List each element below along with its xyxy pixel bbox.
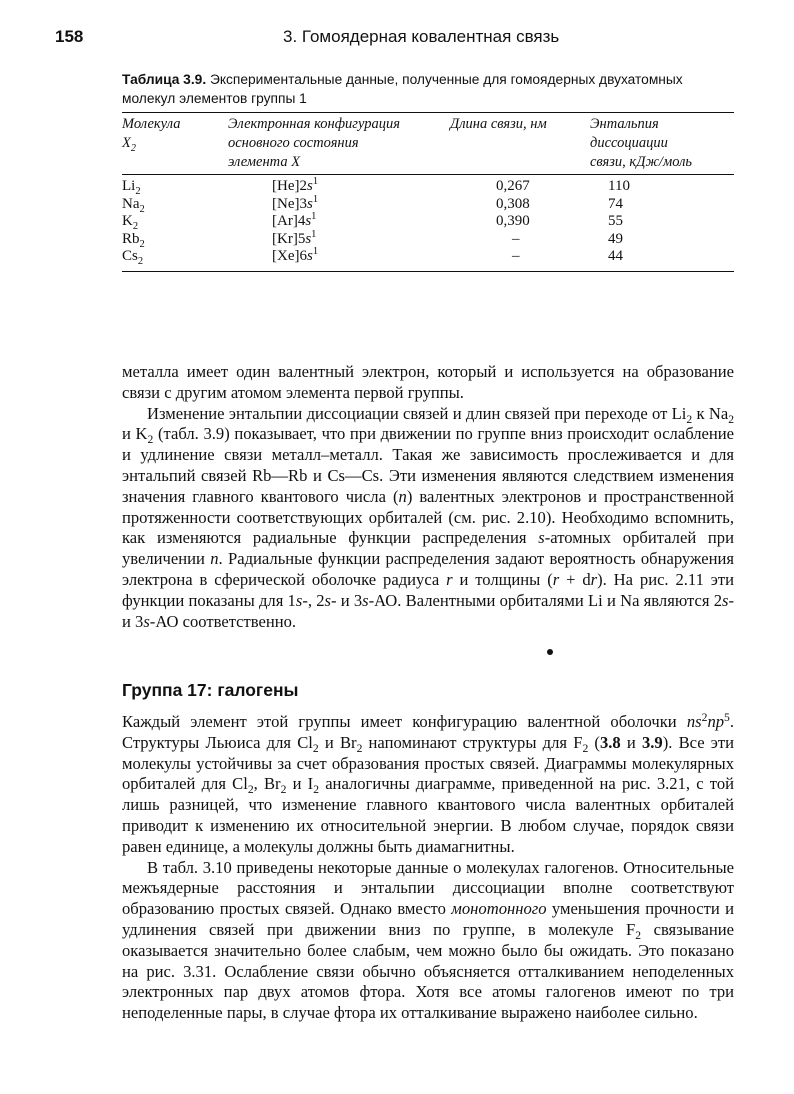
table-row [122, 213, 734, 231]
cell-molecule: $Na_2$ [122, 195, 145, 215]
cell-bond-length: – [512, 230, 520, 247]
body-text-section-2 [122, 712, 734, 1024]
table-header-row [122, 113, 734, 175]
cell-enthalpy: 55 [608, 213, 623, 230]
cell-configuration: $[Ar]4s^1$ [272, 211, 317, 230]
table-row [122, 231, 734, 249]
bullet-mark [547, 649, 553, 655]
cell-molecule: $Cs_2$ [122, 248, 144, 268]
data-table [122, 112, 734, 272]
cell-molecule: $Li_2$ [122, 178, 141, 197]
cell-enthalpy: 49 [608, 230, 623, 247]
paragraph: металла имеет один валентный электрон, который и используется на образование связи с другим атомом элемента первой группы. [122, 362, 734, 402]
paragraph: В табл. 3.10 приведены некоторые данные о молекулах галогенов. Относительные межъядерные расстояния и энтальпии диссоциации вполне соответствуют образованию простых связей. Однако вместо монотонного уменьшения прочности и удлинения связей при движении вниз по группе, в молекуле $F_2$ связывание оказывается значительно более слабым, чем можно было бы ожидать. Это показано на рис. 3.31. Ослабление связи обычно объясняется отталкиванием неподеленных электронных пар двух атомов фтора. Хотя все атомы галогенов имеют по три неподеленные пары, в случае фтора их отталкивание выражено наиболее сильно. [122, 857, 735, 1023]
cell-configuration: $[Xe]6s^1$ [272, 246, 319, 265]
cell-molecule: $Rb_2$ [122, 230, 145, 250]
cell-configuration: $[Kr]5s^1$ [272, 228, 317, 247]
table-caption-text: Экспериментальные данные, полученные для гомоядерных двухатомных молекул элементов группы 1 [122, 72, 683, 107]
cell-bond-length: 0,267 [496, 178, 530, 194]
table-row [122, 175, 734, 196]
paragraph: Изменение энтальпии диссоциации связей и длин связей при переходе от $Li_2$ к $Na_2$ и $K_2$ (табл. 3.9) показывает, что при движении по группе вниз происходит ослабление и удлинение связи металл–металл. Такая же зависимость прослеживается и для энтальпий связей Rb—Rb и Cs—Cs. Эти изменения являются следствием изменения значения главного квантового числа (n) валентных электронов и пространственной протяженности соответствующих орбиталей (см. рис. 2.10). Необходимо вспомнить, как изменяются радиальные функции распределения s-атомных орбиталей при увеличении n. Радиальные функции распределения задают вероятность обнаружения электрона в сферической оболочке радиуса r и толщины (r + dr). На рис. 2.11 эти функции показаны для 1s-, 2s- и 3s-АО. Валентными орбиталями Li и Na являются 2s- и 3s-АО соответственно. [122, 403, 735, 631]
cell-bond-length: 0,390 [496, 213, 530, 230]
cell-enthalpy: 110 [608, 178, 630, 194]
cell-configuration: $[Ne]3s^1$ [272, 193, 319, 212]
cell-enthalpy: 74 [608, 195, 623, 212]
cell-bond-length: 0,308 [496, 195, 530, 212]
cell-bond-length: – [512, 248, 520, 265]
table-caption [122, 71, 716, 109]
header-enthalpy: Энтальпия диссоциации связи, кДж/моль [590, 116, 693, 170]
page-number: 158 [55, 27, 84, 46]
section-heading: Группа 17: галогены [122, 680, 299, 700]
cell-configuration: $[He]2s^1$ [272, 176, 319, 194]
header-configuration: Электронная конфигурация основного состояния элемента X [228, 116, 400, 170]
running-head: 3. Гомоядерная ковалентная связь [283, 27, 560, 46]
table-caption-label: Таблица 3.9. [122, 72, 207, 88]
body-text-section-1 [122, 362, 734, 632]
header-bond-length: Длина связи, нм [450, 116, 547, 132]
header-molecule: Молекула $X_2$ [122, 116, 181, 154]
paragraph: Каждый элемент этой группы имеет конфигурацию валентной оболочки $ns^2np^5$. Структуры Льюиса для $Cl_2$ и $Br_2$ напоминают структуры для $F_2$ (3.8 и 3.9). Все эти молекулы устойчивы за счет образования простых связей. Диаграммы молекулярных орбиталей для $Cl_2$, $Br_2$ и $I_2$ аналогичны диаграмме, приведенной на рис. 3.21, с той лишь разницей, что изменение главного квантового числа валентных орбиталей приводит к изменению их относительной энергии. В любом случае, порядок связи равен единице, а молекулы должны быть диамагнитны. [122, 711, 735, 856]
cell-enthalpy: 44 [608, 248, 623, 265]
table-row [122, 248, 734, 271]
table-row [122, 196, 734, 214]
cell-molecule: $K_2$ [122, 213, 139, 233]
